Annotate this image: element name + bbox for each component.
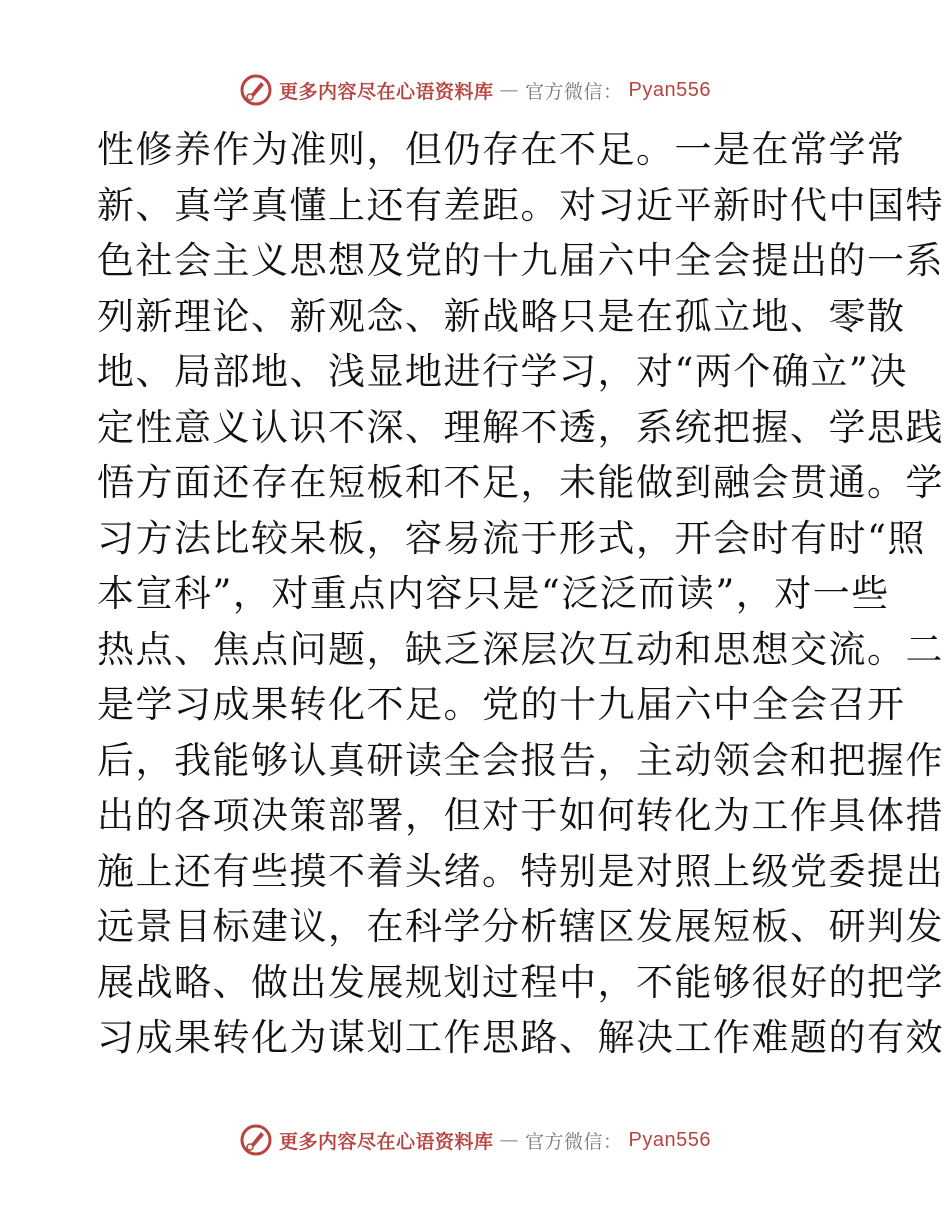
body-line: 习方法比较呆板，容易流于形式，开会时有时“照: [97, 516, 926, 560]
watermark-main-text: 更多内容尽在心语资料库: [279, 1130, 494, 1153]
body-line: 是学习成果转化不足。党的十九届六中全会召开: [97, 683, 906, 726]
body-line: 出的各项决策部署，但对于如何转化为工作具体措: [97, 794, 944, 837]
body-line: 性修养作为准则，但仍存在不足。一是在常学常: [97, 128, 906, 171]
watermark-wechat-id: Pyan556: [628, 78, 711, 101]
watermark-dash: —: [499, 1129, 520, 1151]
body-line: 定性意义认识不深、理解不透，系统把握、学思践: [97, 405, 944, 449]
body-line: 展战略、做出发展规划过程中，不能够很好的把学: [97, 960, 944, 1004]
watermark-main-text: 更多内容尽在心语资料库: [279, 80, 494, 103]
body-line: 施上还有些摸不着头绪。特别是对照上级党委提出: [97, 849, 944, 893]
body-line: 热点、焦点问题，缺乏深层次互动和思想交流。二: [97, 627, 944, 671]
body-line: 地、局部地、浅显地进行学习，对“两个确立”决: [97, 350, 908, 393]
body-line: 习成果转化为谋划工作思路、解决工作难题的有效: [97, 1016, 944, 1059]
body-line: 色社会主义思想及党的十九届六中全会提出的一系: [97, 239, 944, 282]
quill-logo-icon: [239, 73, 273, 107]
body-line: 悟方面还存在短板和不足，未能做到融会贯通。学: [97, 461, 944, 504]
body-line: 远景目标建议，在科学分析辖区发展短板、研判发: [97, 905, 944, 948]
watermark-dash: —: [499, 79, 520, 101]
watermark-wechat-id: Pyan556: [628, 1128, 711, 1151]
document-body: [97, 122, 944, 1066]
body-line: 本宣科”，对重点内容只是“泛泛而读”，对一些: [97, 572, 890, 615]
watermark-wechat-label: 官方微信：: [525, 80, 623, 103]
watermark-wechat-label: 官方微信：: [525, 1130, 623, 1153]
quill-logo-icon: [239, 1123, 273, 1157]
body-line: 新、真学真懂上还有差距。对习近平新时代中国特: [97, 183, 944, 227]
header-watermark: [0, 70, 950, 110]
footer-watermark: [0, 1120, 950, 1160]
body-line: 列新理论、新观念、新战略只是在孤立地、零散: [97, 294, 906, 338]
body-line: 后，我能够认真研读全会报告，主动领会和把握作: [97, 738, 944, 782]
